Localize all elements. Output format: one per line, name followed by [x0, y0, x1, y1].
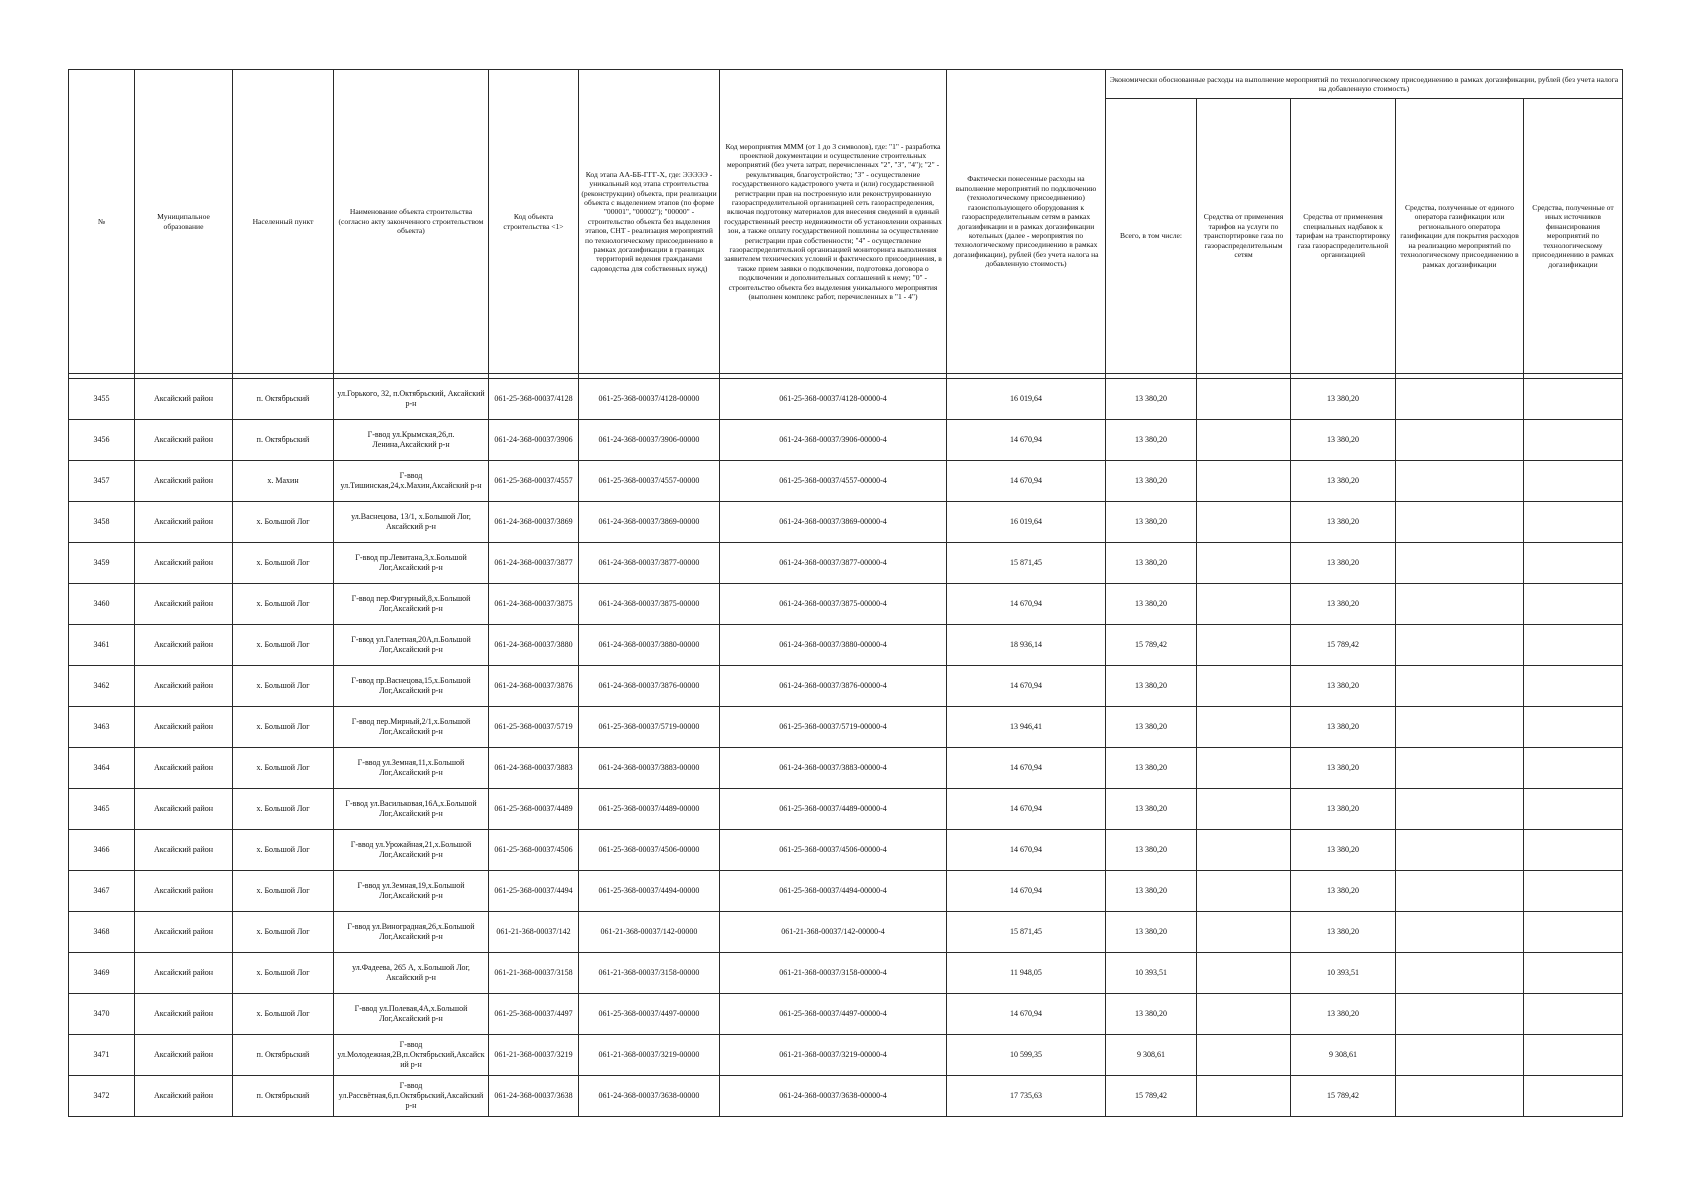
object-name-cell: Г-ввод ул.Земная,19,х.Большой Лог,Аксайский р-н: [334, 871, 489, 912]
municipality-cell: Аксайский район: [135, 584, 233, 625]
measure-code-cell: 061-25-368-00037/4497-00000-4: [720, 994, 947, 1035]
row-number: 3462: [69, 666, 135, 707]
special-surcharge-cell: 13 380,20: [1291, 912, 1396, 953]
measure-code-cell: 061-21-368-00037/3219-00000-4: [720, 1035, 947, 1076]
total-cell: 13 380,20: [1106, 789, 1197, 830]
table-row: [69, 953, 1623, 994]
header-stage-code: Код этапа АА-ББ-ГГГ-Х, где: ЭЭЭЭЭ - уникальный код этапа строительства (реконструкции) объекта, при реализации объекта с выделением этапов (по форме "00001", "00002"); "00000" - строительство объекта без выделения этапов, СНТ - реализация мероприятий по технологическому присоединению в рамках догазификации в границах территорий ведения гражданами садоводства для собственных нужд): [579, 70, 720, 374]
special-surcharge-cell: 13 380,20: [1291, 543, 1396, 584]
table-row: [69, 502, 1623, 543]
tariff-funds-cell: [1197, 666, 1291, 707]
total-cell: 13 380,20: [1106, 707, 1197, 748]
settlement-cell: х. Большой Лог: [233, 707, 334, 748]
stage-code-cell: 061-25-368-00037/5719-00000: [579, 707, 720, 748]
row-number: 3465: [69, 789, 135, 830]
settlement-cell: х. Большой Лог: [233, 994, 334, 1035]
other-funds-cell: [1524, 871, 1623, 912]
object-code-cell: 061-24-368-00037/3877: [489, 543, 579, 584]
tariff-funds-cell: [1197, 461, 1291, 502]
total-cell: 13 380,20: [1106, 584, 1197, 625]
object-name-cell: Г-ввод ул.Галетная,20А,п.Большой Лог,Аксайский р-н: [334, 625, 489, 666]
tariff-funds-cell: [1197, 502, 1291, 543]
stage-code-cell: 061-21-368-00037/3158-00000: [579, 953, 720, 994]
measure-code-cell: 061-24-368-00037/3876-00000-4: [720, 666, 947, 707]
actual-costs-cell: 14 670,94: [947, 994, 1106, 1035]
table-row: [69, 912, 1623, 953]
measure-code-cell: 061-25-368-00037/4489-00000-4: [720, 789, 947, 830]
tariff-funds-cell: [1197, 912, 1291, 953]
actual-costs-cell: 14 670,94: [947, 789, 1106, 830]
special-surcharge-cell: 13 380,20: [1291, 830, 1396, 871]
municipality-cell: Аксайский район: [135, 502, 233, 543]
table-row: [69, 1035, 1623, 1076]
table-row: [69, 707, 1623, 748]
settlement-cell: х. Большой Лог: [233, 625, 334, 666]
actual-costs-cell: 10 599,35: [947, 1035, 1106, 1076]
total-cell: 13 380,20: [1106, 543, 1197, 584]
special-surcharge-cell: 10 393,51: [1291, 953, 1396, 994]
settlement-cell: п. Октябрьский: [233, 379, 334, 420]
object-name-cell: Г-ввод ул.Молодежная,2В,п.Октябрьский,Аксайский р-н: [334, 1035, 489, 1076]
special-surcharge-cell: 13 380,20: [1291, 461, 1396, 502]
object-code-cell: 061-25-368-00037/4489: [489, 789, 579, 830]
total-cell: 13 380,20: [1106, 502, 1197, 543]
measure-code-cell: 061-25-368-00037/4557-00000-4: [720, 461, 947, 502]
object-code-cell: 061-25-368-00037/4128: [489, 379, 579, 420]
object-name-cell: ул.Горького, 32, п.Октябрьский, Аксайский р-н: [334, 379, 489, 420]
other-funds-cell: [1524, 379, 1623, 420]
operator-funds-cell: [1396, 461, 1524, 502]
object-name-cell: Г-ввод ул.Тишинская,24,х.Махин,Аксайский р-н: [334, 461, 489, 502]
settlement-cell: х. Большой Лог: [233, 502, 334, 543]
municipality-cell: Аксайский район: [135, 830, 233, 871]
settlement-cell: х. Большой Лог: [233, 584, 334, 625]
object-code-cell: 061-24-368-00037/3876: [489, 666, 579, 707]
actual-costs-cell: 14 670,94: [947, 584, 1106, 625]
stage-code-cell: 061-24-368-00037/3880-00000: [579, 625, 720, 666]
measure-code-cell: 061-24-368-00037/3906-00000-4: [720, 420, 947, 461]
object-code-cell: 061-24-368-00037/3875: [489, 584, 579, 625]
operator-funds-cell: [1396, 666, 1524, 707]
municipality-cell: Аксайский район: [135, 707, 233, 748]
settlement-cell: х. Махин: [233, 461, 334, 502]
actual-costs-cell: 16 019,64: [947, 379, 1106, 420]
total-cell: 13 380,20: [1106, 912, 1197, 953]
measure-code-cell: 061-25-368-00037/5719-00000-4: [720, 707, 947, 748]
object-code-cell: 061-24-368-00037/3880: [489, 625, 579, 666]
measure-code-cell: 061-24-368-00037/3875-00000-4: [720, 584, 947, 625]
stage-code-cell: 061-25-368-00037/4557-00000: [579, 461, 720, 502]
settlement-cell: х. Большой Лог: [233, 953, 334, 994]
object-name-cell: Г-ввод пр.Васнецова,15,х.Большой Лог,Аксайский р-н: [334, 666, 489, 707]
stage-code-cell: 061-24-368-00037/3877-00000: [579, 543, 720, 584]
municipality-cell: Аксайский район: [135, 461, 233, 502]
special-surcharge-cell: 13 380,20: [1291, 707, 1396, 748]
table-row: [69, 584, 1623, 625]
actual-costs-cell: 11 948,05: [947, 953, 1106, 994]
stage-code-cell: 061-24-368-00037/3876-00000: [579, 666, 720, 707]
row-number: 3468: [69, 912, 135, 953]
total-cell: 15 789,42: [1106, 1076, 1197, 1117]
other-funds-cell: [1524, 994, 1623, 1035]
measure-code-cell: 061-25-368-00037/4128-00000-4: [720, 379, 947, 420]
object-name-cell: Г-ввод ул.Крымская,26,п. Ленина,Аксайский р-н: [334, 420, 489, 461]
header-measure-code: Код мероприятия МММ (от 1 до 3 символов), где: "1" - разработка проектной документации и осуществление строительных мероприятий (без учета затрат, перечисленных "2", "3", "4"); "2" - рекультивация, благоустройство; "3" - осуществление государственного кадастрового учета и (или) государственной регистрации прав на построенную или реконструированную газораспределительной организацией сеть газораспределения, включая подготовку материалов для внесения сведений в единый государственный реестр недвижимости об установлении охранных зон, а также оплату государственной пошлины за осуществление регистрации прав собственности; "4" - осуществление газораспределительной организацией мониторинга выполнения заявителем технических условий и фактического присоединения, в также прием заявки о подключении, подготовка договора о подключении и дополнительных соглашений к нему; "0" - строительство объекта без выделения уникального мероприятия (выполнен комплекс работ, перечисленных в "1 - 4"): [720, 70, 947, 374]
table-row: [69, 666, 1623, 707]
stage-code-cell: 061-25-368-00037/4506-00000: [579, 830, 720, 871]
stage-code-cell: 061-24-368-00037/3638-00000: [579, 1076, 720, 1117]
settlement-cell: п. Октябрьский: [233, 420, 334, 461]
stage-code-cell: 061-25-368-00037/4489-00000: [579, 789, 720, 830]
total-cell: 13 380,20: [1106, 420, 1197, 461]
row-number: 3460: [69, 584, 135, 625]
operator-funds-cell: [1396, 379, 1524, 420]
actual-costs-cell: 14 670,94: [947, 666, 1106, 707]
operator-funds-cell: [1396, 912, 1524, 953]
municipality-cell: Аксайский район: [135, 748, 233, 789]
tariff-funds-cell: [1197, 1035, 1291, 1076]
tariff-funds-cell: [1197, 953, 1291, 994]
actual-costs-cell: 18 936,14: [947, 625, 1106, 666]
special-surcharge-cell: 13 380,20: [1291, 420, 1396, 461]
header-economic-costs-group: Экономически обоснованные расходы на выполнение мероприятий по технологическому присоединению в рамках догазификации, рублей (без учета налога на добавленную стоимость): [1106, 70, 1623, 99]
municipality-cell: Аксайский район: [135, 1035, 233, 1076]
municipality-cell: Аксайский район: [135, 543, 233, 584]
object-code-cell: 061-24-368-00037/3906: [489, 420, 579, 461]
special-surcharge-cell: 13 380,20: [1291, 584, 1396, 625]
header-tariff-funds: Средства от применения тарифов на услуги по транспортировке газа по газораспределительным сетям: [1197, 99, 1291, 374]
actual-costs-cell: 15 871,45: [947, 912, 1106, 953]
actual-costs-cell: 14 670,94: [947, 420, 1106, 461]
table-row: [69, 1076, 1623, 1117]
total-cell: 13 380,20: [1106, 994, 1197, 1035]
other-funds-cell: [1524, 502, 1623, 543]
stage-code-cell: 061-24-368-00037/3869-00000: [579, 502, 720, 543]
table-row: [69, 543, 1623, 584]
operator-funds-cell: [1396, 953, 1524, 994]
measure-code-cell: 061-25-368-00037/4494-00000-4: [720, 871, 947, 912]
operator-funds-cell: [1396, 830, 1524, 871]
row-number: 3458: [69, 502, 135, 543]
total-cell: 9 308,61: [1106, 1035, 1197, 1076]
municipality-cell: Аксайский район: [135, 666, 233, 707]
table-row: [69, 625, 1623, 666]
special-surcharge-cell: 9 308,61: [1291, 1035, 1396, 1076]
special-surcharge-cell: 13 380,20: [1291, 871, 1396, 912]
row-number: 3463: [69, 707, 135, 748]
object-name-cell: Г-ввод ул.Васильковая,16А,х.Большой Лог,Аксайский р-н: [334, 789, 489, 830]
other-funds-cell: [1524, 461, 1623, 502]
municipality-cell: Аксайский район: [135, 379, 233, 420]
municipality-cell: Аксайский район: [135, 871, 233, 912]
municipality-cell: Аксайский район: [135, 1076, 233, 1117]
object-name-cell: Г-ввод пр.Левитана,3,х.Большой Лог,Аксайский р-н: [334, 543, 489, 584]
municipality-cell: Аксайский район: [135, 994, 233, 1035]
special-surcharge-cell: 15 789,42: [1291, 625, 1396, 666]
header-municipality: Муниципальное образование: [135, 70, 233, 374]
table-row: [69, 830, 1623, 871]
total-cell: 13 380,20: [1106, 379, 1197, 420]
other-funds-cell: [1524, 748, 1623, 789]
municipality-cell: Аксайский район: [135, 912, 233, 953]
other-funds-cell: [1524, 584, 1623, 625]
object-name-cell: Г-ввод ул.Урожайная,21,х.Большой Лог,Аксайский р-н: [334, 830, 489, 871]
header-operator-funds: Средства, полученные от единого оператора газификации или регионального оператора газификации для покрытия расходов на реализацию мероприятий по технологическому присоединению в рамках догазификации: [1396, 99, 1524, 374]
measure-code-cell: 061-24-368-00037/3877-00000-4: [720, 543, 947, 584]
total-cell: 10 393,51: [1106, 953, 1197, 994]
tariff-funds-cell: [1197, 707, 1291, 748]
municipality-cell: Аксайский район: [135, 789, 233, 830]
total-cell: 13 380,20: [1106, 871, 1197, 912]
settlement-cell: п. Октябрьский: [233, 1076, 334, 1117]
operator-funds-cell: [1396, 584, 1524, 625]
table-row: [69, 871, 1623, 912]
actual-costs-cell: 16 019,64: [947, 502, 1106, 543]
row-number: 3459: [69, 543, 135, 584]
total-cell: 13 380,20: [1106, 461, 1197, 502]
table-header: [69, 70, 1623, 374]
row-number: 3461: [69, 625, 135, 666]
object-name-cell: Г-ввод ул.Полевая,4А,х.Большой Лог,Аксайский р-н: [334, 994, 489, 1035]
actual-costs-cell: 13 946,41: [947, 707, 1106, 748]
stage-code-cell: 061-25-368-00037/4497-00000: [579, 994, 720, 1035]
other-funds-cell: [1524, 420, 1623, 461]
object-name-cell: Г-ввод пер.Мирный,2/1,х.Большой Лог,Аксайский р-н: [334, 707, 489, 748]
object-name-cell: ул.Васнецова, 13/1, х.Большой Лог, Аксайский р-н: [334, 502, 489, 543]
stage-code-cell: 061-21-368-00037/142-00000: [579, 912, 720, 953]
table-row: [69, 789, 1623, 830]
object-code-cell: 061-24-368-00037/3883: [489, 748, 579, 789]
settlement-cell: х. Большой Лог: [233, 830, 334, 871]
other-funds-cell: [1524, 830, 1623, 871]
tariff-funds-cell: [1197, 789, 1291, 830]
operator-funds-cell: [1396, 625, 1524, 666]
settlement-cell: х. Большой Лог: [233, 789, 334, 830]
object-name-cell: Г-ввод ул.Рассвётная,6,п.Октябрьский,Аксайский р-н: [334, 1076, 489, 1117]
settlement-cell: х. Большой Лог: [233, 543, 334, 584]
row-number: 3471: [69, 1035, 135, 1076]
operator-funds-cell: [1396, 1035, 1524, 1076]
operator-funds-cell: [1396, 789, 1524, 830]
row-number: 3470: [69, 994, 135, 1035]
measure-code-cell: 061-24-368-00037/3869-00000-4: [720, 502, 947, 543]
other-funds-cell: [1524, 707, 1623, 748]
tariff-funds-cell: [1197, 625, 1291, 666]
total-cell: 13 380,20: [1106, 748, 1197, 789]
tariff-funds-cell: [1197, 994, 1291, 1035]
stage-code-cell: 061-24-368-00037/3883-00000: [579, 748, 720, 789]
total-cell: 13 380,20: [1106, 830, 1197, 871]
header-special-surcharge-funds: Средства от применения специальных надбавок к тарифам на транспортировку газа газораспределительной организацией: [1291, 99, 1396, 374]
object-name-cell: Г-ввод ул.Земная,11,х.Большой Лог,Аксайский р-н: [334, 748, 489, 789]
table-row: [69, 420, 1623, 461]
tariff-funds-cell: [1197, 830, 1291, 871]
actual-costs-cell: 14 670,94: [947, 830, 1106, 871]
tariff-funds-cell: [1197, 543, 1291, 584]
settlement-cell: х. Большой Лог: [233, 912, 334, 953]
table-row: [69, 461, 1623, 502]
settlement-cell: п. Октябрьский: [233, 1035, 334, 1076]
other-funds-cell: [1524, 789, 1623, 830]
municipality-cell: Аксайский район: [135, 420, 233, 461]
header-settlement: Населенный пункт: [233, 70, 334, 374]
operator-funds-cell: [1396, 748, 1524, 789]
object-name-cell: ул.Фадеева, 265 А, х.Большой Лог, Аксайский р-н: [334, 953, 489, 994]
row-number: 3466: [69, 830, 135, 871]
actual-costs-cell: 14 670,94: [947, 871, 1106, 912]
actual-costs-cell: 14 670,94: [947, 748, 1106, 789]
other-funds-cell: [1524, 1035, 1623, 1076]
settlement-cell: х. Большой Лог: [233, 666, 334, 707]
operator-funds-cell: [1396, 502, 1524, 543]
object-code-cell: 061-25-368-00037/4557: [489, 461, 579, 502]
other-funds-cell: [1524, 666, 1623, 707]
table-body: [69, 374, 1623, 1117]
special-surcharge-cell: 13 380,20: [1291, 748, 1396, 789]
stage-code-cell: 061-24-368-00037/3906-00000: [579, 420, 720, 461]
object-code-cell: 061-24-368-00037/3638: [489, 1076, 579, 1117]
object-code-cell: 061-25-368-00037/5719: [489, 707, 579, 748]
header-num: №: [69, 70, 135, 374]
measure-code-cell: 061-25-368-00037/4506-00000-4: [720, 830, 947, 871]
other-funds-cell: [1524, 912, 1623, 953]
tariff-funds-cell: [1197, 379, 1291, 420]
operator-funds-cell: [1396, 707, 1524, 748]
measure-code-cell: 061-24-368-00037/3883-00000-4: [720, 748, 947, 789]
object-name-cell: Г-ввод пер.Фигурный,8,х.Большой Лог,Аксайский р-н: [334, 584, 489, 625]
operator-funds-cell: [1396, 420, 1524, 461]
header-object-name: Наименование объекта строительства (согласно акту законченного строительством объекта): [334, 70, 489, 374]
row-number: 3457: [69, 461, 135, 502]
other-funds-cell: [1524, 543, 1623, 584]
object-code-cell: 061-21-368-00037/3158: [489, 953, 579, 994]
table-row: [69, 748, 1623, 789]
actual-costs-cell: 15 871,45: [947, 543, 1106, 584]
tariff-funds-cell: [1197, 871, 1291, 912]
measure-code-cell: 061-24-368-00037/3638-00000-4: [720, 1076, 947, 1117]
stage-code-cell: 061-25-368-00037/4494-00000: [579, 871, 720, 912]
special-surcharge-cell: 13 380,20: [1291, 666, 1396, 707]
table-row: [69, 994, 1623, 1035]
other-funds-cell: [1524, 1076, 1623, 1117]
special-surcharge-cell: 15 789,42: [1291, 1076, 1396, 1117]
tariff-funds-cell: [1197, 584, 1291, 625]
total-cell: 13 380,20: [1106, 666, 1197, 707]
header-other-funds: Средства, полученные от иных источников финансирования мероприятий по технологическому присоединению в рамках догазификации: [1524, 99, 1623, 374]
special-surcharge-cell: 13 380,20: [1291, 502, 1396, 543]
settlement-cell: х. Большой Лог: [233, 748, 334, 789]
object-code-cell: 061-24-368-00037/3869: [489, 502, 579, 543]
actual-costs-cell: 17 735,63: [947, 1076, 1106, 1117]
row-number: 3467: [69, 871, 135, 912]
tariff-funds-cell: [1197, 420, 1291, 461]
object-code-cell: 061-21-368-00037/3219: [489, 1035, 579, 1076]
header-total: Всего, в том числе:: [1106, 99, 1197, 374]
stage-code-cell: 061-24-368-00037/3875-00000: [579, 584, 720, 625]
operator-funds-cell: [1396, 543, 1524, 584]
stage-code-cell: 061-21-368-00037/3219-00000: [579, 1035, 720, 1076]
special-surcharge-cell: 13 380,20: [1291, 379, 1396, 420]
tariff-funds-cell: [1197, 748, 1291, 789]
row-number: 3469: [69, 953, 135, 994]
special-surcharge-cell: 13 380,20: [1291, 994, 1396, 1035]
object-code-cell: 061-25-368-00037/4497: [489, 994, 579, 1035]
row-number: 3456: [69, 420, 135, 461]
row-number: 3455: [69, 379, 135, 420]
operator-funds-cell: [1396, 994, 1524, 1035]
object-name-cell: Г-ввод ул.Виноградная,26,х.Большой Лог,Аксайский р-н: [334, 912, 489, 953]
object-code-cell: 061-25-368-00037/4494: [489, 871, 579, 912]
header-actual-costs: Фактически понесенные расходы на выполнение мероприятий по подключению (технологическому присоединению) газоиспользующего оборудования к газораспределительным сетям в рамках догазификации и в рамках догазификации котельных (далее - мероприятия по технологическому присоединению в рамках догазификации), рублей (без учета налога на добавленную стоимость): [947, 70, 1106, 374]
settlement-cell: х. Большой Лог: [233, 871, 334, 912]
stage-code-cell: 061-25-368-00037/4128-00000: [579, 379, 720, 420]
actual-costs-cell: 14 670,94: [947, 461, 1106, 502]
measure-code-cell: 061-21-368-00037/3158-00000-4: [720, 953, 947, 994]
gasification-costs-table: [68, 69, 1623, 1117]
row-number: 3464: [69, 748, 135, 789]
measure-code-cell: 061-21-368-00037/142-00000-4: [720, 912, 947, 953]
other-funds-cell: [1524, 625, 1623, 666]
total-cell: 15 789,42: [1106, 625, 1197, 666]
header-object-code: Код объекта строительства <1>: [489, 70, 579, 374]
operator-funds-cell: [1396, 871, 1524, 912]
table-row: [69, 379, 1623, 420]
municipality-cell: Аксайский район: [135, 625, 233, 666]
special-surcharge-cell: 13 380,20: [1291, 789, 1396, 830]
operator-funds-cell: [1396, 1076, 1524, 1117]
object-code-cell: 061-25-368-00037/4506: [489, 830, 579, 871]
object-code-cell: 061-21-368-00037/142: [489, 912, 579, 953]
municipality-cell: Аксайский район: [135, 953, 233, 994]
row-number: 3472: [69, 1076, 135, 1117]
measure-code-cell: 061-24-368-00037/3880-00000-4: [720, 625, 947, 666]
tariff-funds-cell: [1197, 1076, 1291, 1117]
other-funds-cell: [1524, 953, 1623, 994]
